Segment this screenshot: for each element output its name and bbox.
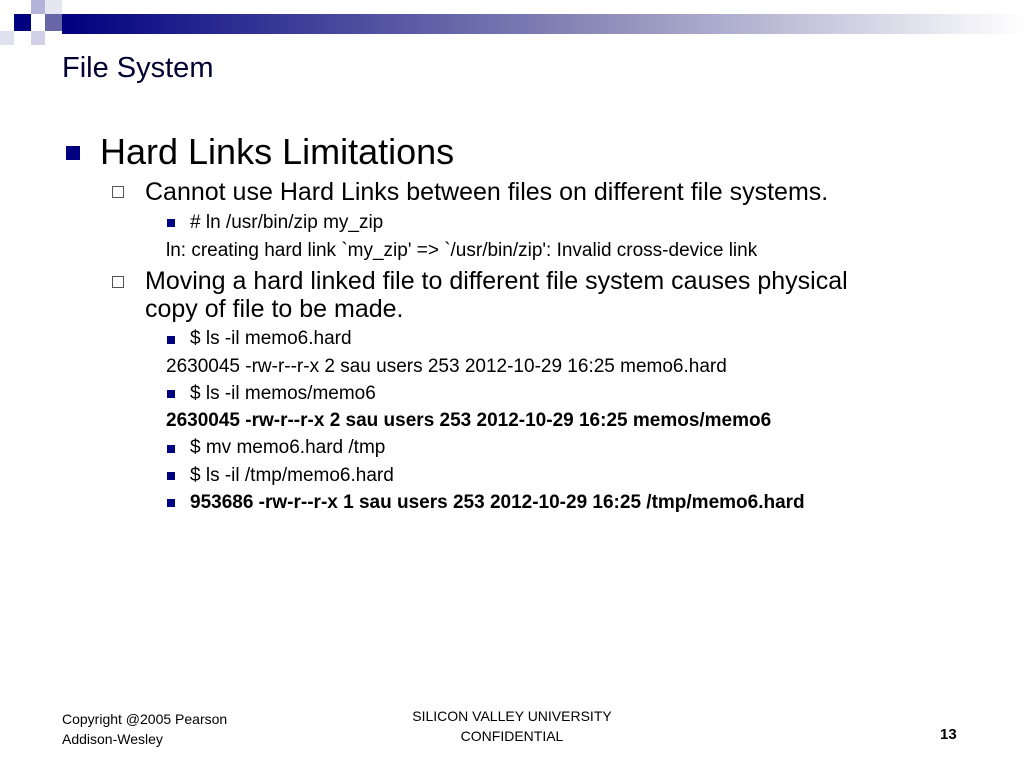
point1-text: Cannot use Hard Links between files on different file systems. [145,178,829,206]
point2-output1: 2630045 -rw-r--r-x 2 sau users 253 2012-10-29 16:25 memo6.hard [166,356,727,377]
level3-bullet-icon [167,445,175,453]
point2-command1: $ ls -il memo6.hard [190,328,352,349]
point1-output: ln: creating hard link `my_zip' => `/usr/bin/zip': Invalid cross-device link [166,240,758,261]
footer-copyright-line1: Copyright @2005 Pearson [62,711,228,727]
heading-hard-links: Hard Links Limitations [100,131,455,172]
banner-square [45,14,62,31]
level3-bullet-icon [167,499,175,507]
level3-bullet-icon [167,336,175,344]
point2-output4: 953686 -rw-r--r-x 1 sau users 253 2012-10-29 16:25 /tmp/memo6.hard [190,492,805,513]
level3-bullet-icon [167,472,175,480]
level1-bullet-icon [66,146,80,160]
banner-square [31,0,45,14]
footer-copyright [62,709,227,749]
point1-command: # ln /usr/bin/zip my_zip [190,212,384,233]
banner-gradient-band [62,14,1024,34]
level2-bullet-icon [112,186,124,198]
point2-line2: copy of file to be made. [145,295,404,323]
banner-square [45,0,62,14]
level3-bullet-icon [167,390,175,398]
level3-bullet-icon [167,219,175,227]
level2-bullet-icon [112,276,124,288]
point2-command2: $ ls -il memos/memo6 [190,383,376,404]
page-number: 13 [940,726,957,743]
footer-copyright-line2: Addison-Wesley [62,731,163,747]
footer-center-line1: SILICON VALLEY UNIVERSITY [412,708,612,724]
point2-command3: $ mv memo6.hard /tmp [190,437,386,458]
banner-square [14,14,31,31]
point2-command4: $ ls -il /tmp/memo6.hard [190,465,394,486]
footer-center-line2: CONFIDENTIAL [460,728,564,744]
slide-title: File System [62,52,214,84]
footer-confidential [382,706,642,746]
banner-square [0,31,14,45]
point2-output2: 2630045 -rw-r--r-x 2 sau users 253 2012-10-29 16:25 memos/memo6 [166,410,772,431]
banner-square [31,31,45,45]
point2-line1: Moving a hard linked file to different file system causes physical [145,267,848,295]
